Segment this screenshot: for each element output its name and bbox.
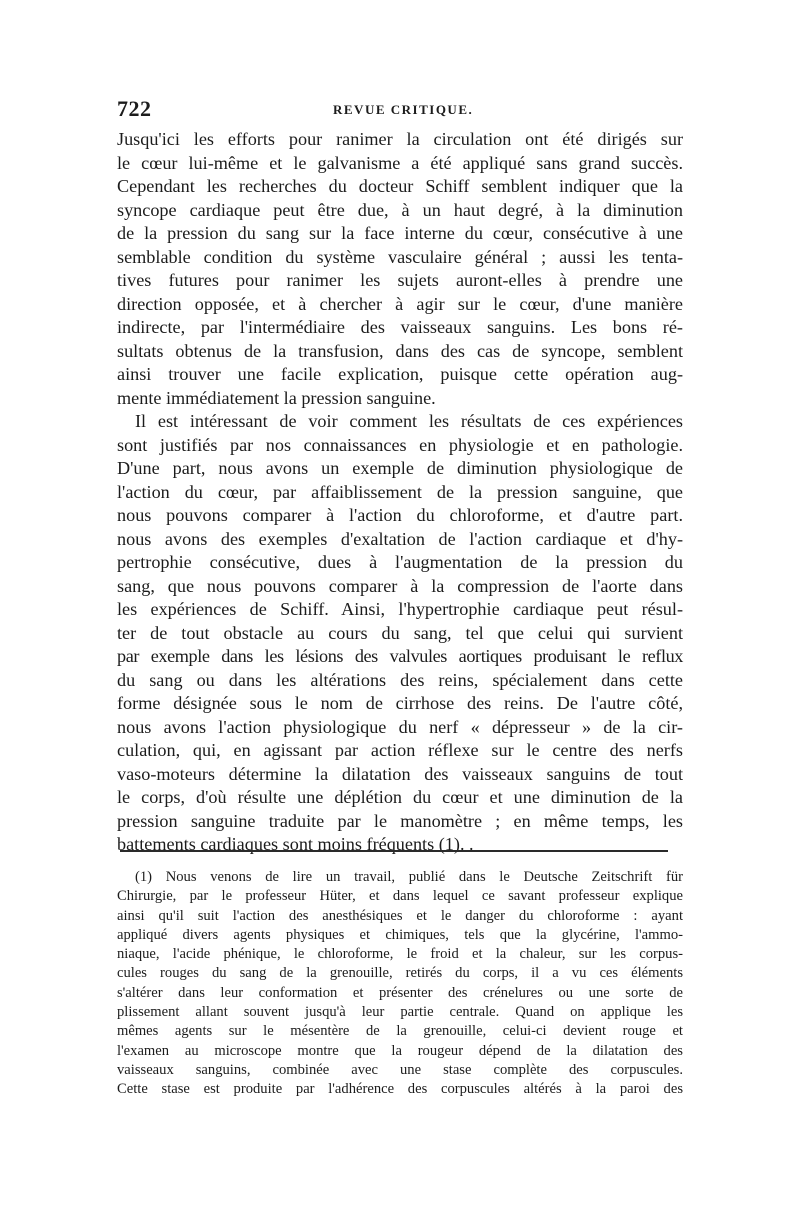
text-line: ainsi trouver une facile explication, puisque cette opération aug- [117,364,683,384]
footnote-line: Cette stase est produite par l'adhérence des corpuscules altérés à la paroi des [117,1081,683,1098]
text-line: nous avons l'action physiologique du nerf « dépresseur » de la cir- [117,716,683,737]
text-line: nous pouvons comparer à l'action du chloroforme, et d'autre part. [117,505,683,525]
text-line: pertrophie consécutive, dues à l'augmentation de la pression du [117,552,683,572]
text-line: nous avons des exemples d'exaltation de l'action cardiaque et d'hy- [117,528,683,549]
text-line: Cependant les recherches du docteur Schiff semblent indiquer que la [117,176,683,196]
text-line: Il est intéressant de voir comment les résultats de ces expériences [135,411,683,431]
footnote-line: plissement allant souvent jusqu'à leur partie centrale. Quand on applique les [117,1004,683,1021]
main-text [117,128,683,857]
footnote-line: appliqué divers agents physiques et chimiques, tels que la glycérine, l'ammo- [117,926,683,943]
footnote-line: cules rouges du sang de la grenouille, retirés du corps, il a vu ces éléments [117,965,683,982]
text-line: direction opposée, et à chercher à agir sur le cœur, d'une manière [117,293,683,314]
footnote-line: s'altérer dans leur conformation et présenter des crénelures ou une sorte de [117,984,683,1001]
text-line: Jusqu'ici les efforts pour ranimer la circulation ont été dirigés sur [117,129,683,149]
footnote [117,868,683,1100]
text-line: du sang ou dans les altérations des reins, spécialement dans cette [117,669,683,690]
footnote-line: vaisseaux sanguins, combinée avec une stase complète des corpuscules. [117,1061,683,1078]
text-line: le cœur lui-même et le galvanisme a été appliqué sans grand succès. [117,152,683,173]
text-line: indirecte, par l'intermédiaire des vaisseaux sanguins. Les bons ré- [117,317,683,337]
text-line: les expériences de Schiff. Ainsi, l'hypertrophie cardiaque peut résul- [117,599,683,619]
text-line: de la pression du sang sur la face interne du cœur, consécutive à une [117,223,683,243]
footnote-line: ainsi qu'il suit l'action des anesthésiques et le danger du chloroforme : ayant [117,907,683,924]
running-title: REVUE CRITIQUE. [333,102,474,117]
text-line: le corps, d'où résulte une déplétion du cœur et une diminution de la [117,787,683,807]
text-line: D'une part, nous avons un exemple de diminution physiologique de [117,458,683,478]
text-line: vaso-moteurs détermine la dilatation des vaisseaux sanguins de tout [117,763,683,784]
text-line: ter de tout obstacle au cours du sang, tel que celui qui survient [117,622,683,643]
text-line: sont justifiés par nos connaissances en physiologie et en pathologie. [117,434,683,455]
text-line: syncope cardiaque peut être due, à un haut degré, à la diminution [117,199,683,220]
text-line: culation, qui, en agissant par action réflexe sur le centre des nerfs [117,740,683,760]
text-line: mente immédiatement la pression sanguine. [117,387,436,408]
text-line: battements cardiaques sont moins fréquents (1). . [117,834,474,854]
footnote-line: Chirurgie, par le professeur Hüter, et dans lequel ce savant professeur explique [117,888,683,905]
text-line: l'action du cœur, par affaiblissement de la pression sanguine, que [117,481,683,502]
footnote-separator [120,850,668,852]
footnote-line: niaque, l'acide phénique, le chloroforme, le froid et la chaleur, sur les corpus- [117,946,683,963]
footnote-line: (1) Nous venons de lire un travail, publié dans le Deutsche Zeitschrift für [135,869,683,885]
page-number: 722 [117,96,152,121]
footnote-line: l'examen au microscope montre que la rougeur dépend de la dilatation des [117,1042,683,1059]
footnote-line: mêmes agents sur le mésentère de la grenouille, celui-ci devient rouge et [117,1023,683,1040]
text-line: forme désignée sous le nom de cirrhose des reins. De l'autre côté, [117,693,683,713]
text-line: pression sanguine traduite par le manomètre ; en même temps, les [117,810,683,831]
text-line: par exemple dans les lésions des valvules aortiques produisant le reflux [117,646,683,666]
text-line: tives futures pour ranimer les sujets auront-elles à prendre une [117,270,683,290]
text-line: sultats obtenus de la transfusion, dans des cas de syncope, semblent [117,340,683,361]
page-header [117,96,683,126]
text-line: sang, que nous pouvons comparer à la compression de l'aorte dans [117,575,683,596]
text-line: semblable condition du système vasculaire général ; aussi les tenta- [117,246,683,267]
